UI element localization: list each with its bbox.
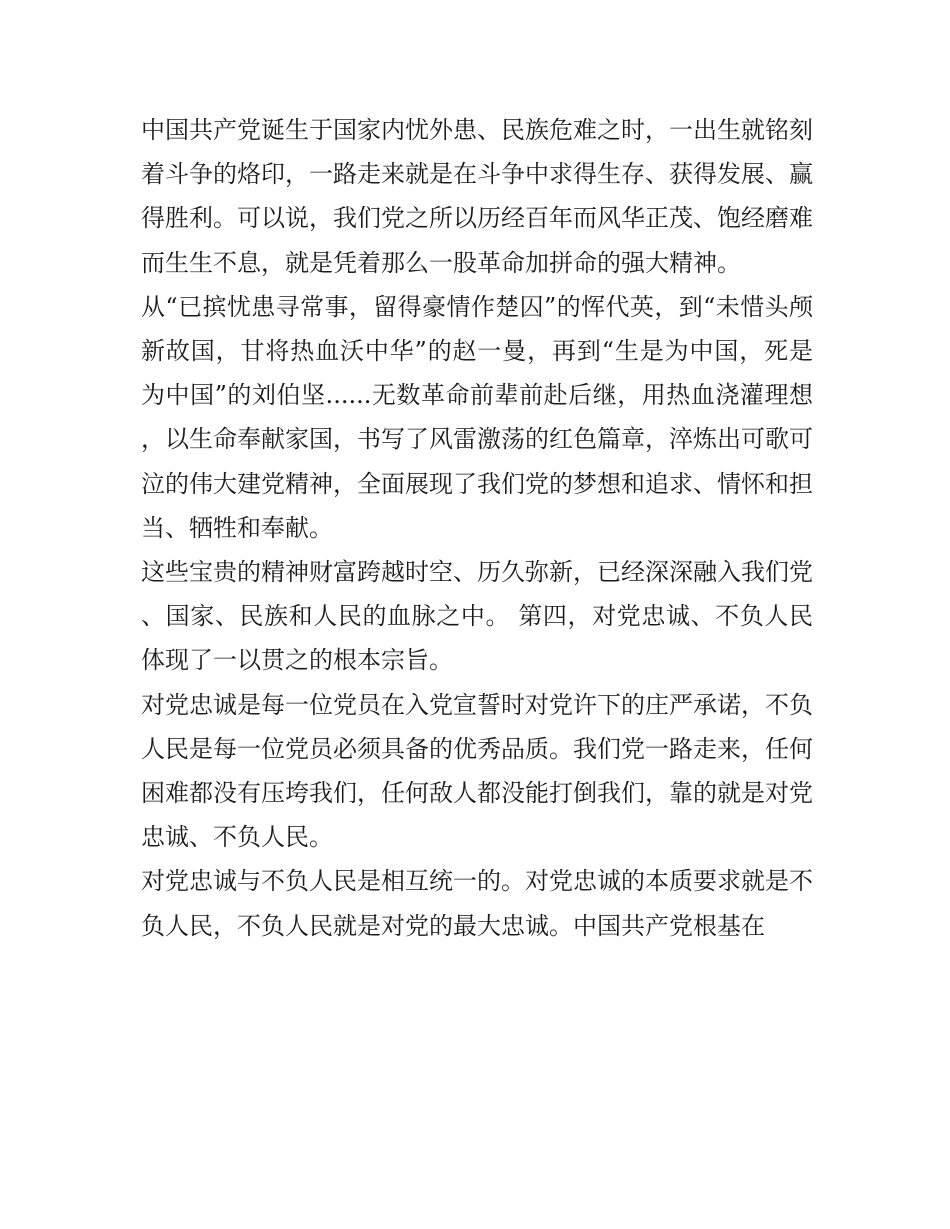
paragraph-1: 中国共产党诞生于国家内忧外患、民族危难之时，一出生就铭刻着斗争的烙印，一路走来就是在斗争中求得生存、获得发展、赢得胜利。可以说，我们党之所以历经百年而风华正茂、饱经磨难而生生不息，就是凭着那么一股革命加拼命的强大精神。 (141, 116, 813, 277)
paragraph-4: 对党忠诚是每一位党员在入党宣誓时对党许下的庄严承诺，不负人民是每一位党员必须具备的优秀品质。我们党一路走来，任何困难都没有压垮我们，任何敌人都没能打倒我们，靠的就是对党忠诚、不负人民。 (141, 690, 813, 852)
document-body (141, 108, 813, 948)
paragraph-5: 对党忠诚与不负人民是相互统一的。对党忠诚的本质要求就是不负人民，不负人民就是对党的最大忠诚。中国共产党根基在 (141, 867, 813, 940)
paragraph-2: 从“已摈忧患寻常事，留得豪情作楚囚”的恽代英，到“未惜头颅新故国，甘将热血沃中华”的赵一曼，再到“生是为中国，死是为中国”的刘伯坚......无数革命前辈前赴后继，用热血浇灌理想，以生命奉献家国，书写了风雷激荡的红色篇章，淬炼出可歌可泣的伟大建党精神，全面展现了我们党的梦想和追求、情怀和担当、牺牲和奉献。 (141, 292, 813, 542)
paragraph-3: 这些宝贵的精神财富跨越时空、历久弥新，已经深深融入我们党、国家、民族和人民的血脉之中。 第四，对党忠诚、不负人民体现了一以贯之的根本宗旨。 (141, 558, 813, 675)
